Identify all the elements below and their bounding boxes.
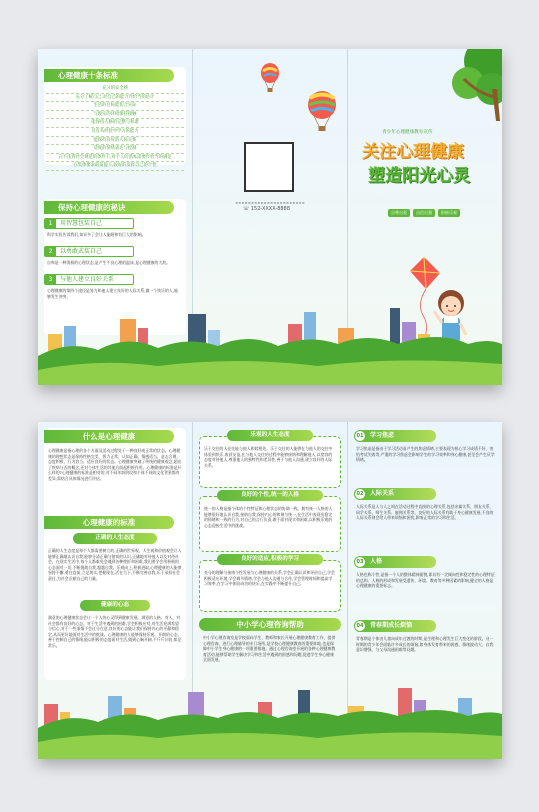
cover-title-line2: 塑造阳光心灵 — [368, 166, 470, 186]
standard-item: 生活的目标能切合实际 — [46, 102, 184, 111]
topic-number: 01 — [356, 433, 364, 439]
secret-heading — [44, 274, 134, 285]
middle-card-title: 乐观的人生态度 — [227, 430, 313, 441]
standard-item: 能保持人格的完整与和谐 — [46, 119, 184, 128]
secret-number: 3 — [45, 275, 56, 284]
secret-text: 自卑是一种消极的心理状态,是产生不良心理的温床,是心理健康的大敌。 — [47, 260, 171, 265]
topic-title: 人格 — [370, 558, 383, 565]
topic-heading — [354, 556, 436, 568]
brochure-outside — [38, 49, 502, 385]
topic-title: 学习焦虑 — [370, 432, 395, 439]
qr-code-placeholder — [244, 142, 294, 192]
secret-heading — [44, 218, 134, 229]
tree-foliage-icon — [434, 49, 502, 121]
what-text: 心理健康是指心理的各个方面及活动过程处于一种良好或正常的状态。心理健康的理想状态是保持性格完美、智力正常、认知正确、情感适当、意志合理、态度积极、行为恰当、适应良好的状态。心理健康突破了传统的健康观念,超出了疾病与否的概念,还对个体生活的其他方面起积极作用。心理健康的标准是什么样的?心理健康的标准是相对的,对不同年龄阶段和个体不同的文化背景都有差异,需结合具体情况进行评估。 — [48, 448, 182, 481]
city-skyline-grass — [38, 684, 502, 759]
topic-number: 03 — [356, 559, 364, 565]
secrets-title: 保持心理健康的秘诀 — [44, 201, 174, 214]
topic-text: 青春期是个体由儿童向成年过渡的时期,是生理和心理发生巨大变化的阶段。这一时期的青少年会面临许多成长的烦恼,如身体发育带来的困惑、情绪波动大、自我意识增强、与父母沟通困难等问题。 — [356, 636, 494, 653]
hot-air-balloon-icon — [259, 63, 281, 93]
cover-subtitle: 青少年心理健康教育宣传 — [382, 130, 433, 135]
cover-title-line1: 关注心理健康 — [362, 142, 464, 162]
standard-item: 在集体要求的前提下,较好的发挥自己的个性 — [46, 162, 184, 171]
secret-title: 用智慧包装自己 — [60, 220, 103, 227]
secret-text: 心理健康的第四个途径是努力和他人建立良好的人际关系,做一个快乐的人,能够发生冲突。 — [47, 288, 178, 299]
hot-air-balloon-icon — [306, 91, 338, 133]
topic-number: 02 — [356, 491, 364, 497]
cover-tag: 积极乐观 — [438, 209, 460, 217]
middle-card-text: 乐于交往的人往往能与他人和睦相处。乐于交往的人能够在与他人的交往中体验到快乐,收获友谊,在与他人交往的过程中能够接纳和理解他人,以宽容的态度对待他人,尊重他人的独特性和差异性,善于与他人沟通,建立良好的人际关系。 — [204, 446, 333, 468]
middle-card-text: 充分的理解与接纳个性发展与心理健康的关系,学会正确认识和评价自己,学会积极适应环境,学会调节情绪,学会与他人沟通与合作,学会管理时间和提高学习效率,在学习中体验成功的快乐,在实践中不断提升自己。 — [204, 570, 335, 587]
standard-item: 充分的安全感 — [46, 85, 184, 94]
middle-card-title: 良好的适应,积极的学习 — [217, 554, 323, 565]
contact-line: ×××××××××××××××××××××× — [235, 200, 305, 205]
contact-phone-row — [243, 206, 303, 212]
standard-subtitle: 正确的人生态度 — [73, 533, 157, 544]
secret-text: 科学实验告诉我们,知识多了会让人能耐和有巨大的影响。 — [47, 232, 146, 237]
topic-text: 学习焦虑是指由于学习活动而产生的焦虑情绪,主要表现为担心学习成绩不好、害怕考试失败等,严重的学习焦虑会影响学生的学习效率和身心健康,甚至会产生厌学情绪。 — [356, 446, 495, 463]
brochure-inside — [38, 422, 502, 759]
middle-card-title: 良好的个性,统一的人格 — [217, 490, 323, 501]
consult-title: 中小学心理咨询帮助 — [199, 618, 341, 631]
secret-number: 1 — [45, 219, 56, 228]
standard-text: 满意的心理健康状态会让一个人的心灵得到健康发展。满意的人格、对人、对社会都有良好的心态。对于生活中遇到的困难,学会积极应对,对生活充满希望与信心,对于一些事情不会过分在意,良好的心态能让我们保持内心的平静和稳定,从而更好地面对生活中的挑战。心理健康的人能够保持乐观、开朗的心态,善于控制自己的情绪,能以积极的态度面对生活,做到心胸开阔,不斤斤计较,知足常乐。 — [48, 615, 182, 648]
topic-number: 04 — [356, 623, 364, 629]
standard-text: 正确的人生态度是每个人都需要树立的,正确的世界观、人生观和价值观会让人能够正确地认识自我,能够分清正确与错误的认识,正确地对待他人以及对待社会。在现实生活中,每个人都难免会遇到各种挫折和困难,我们要学会用积极的心态面对一切,不断挑战自我,超越自我。乐观向上,积极进取,心理健康的人能够坚持不懈,勇往直前,立足现实,把握现在,活在当下,不断完善自我,乐于承担社会责任,为社会贡献自己的力量。 — [48, 548, 182, 581]
cover-tag: 自尊自爱 — [388, 209, 410, 217]
standard-item: 与现实的环境保持接触 — [46, 111, 184, 120]
phone-icon: ☏ — [243, 206, 251, 212]
standard-item: 适度的情绪表达与控制 — [46, 145, 184, 154]
topic-heading — [354, 430, 436, 442]
secret-heading — [44, 246, 134, 257]
standard-item: 在不违背社会规范的条件下,对个人的基本需要作恰当的满足 — [46, 154, 184, 163]
topic-title: 青春期成长烦恼 — [370, 622, 413, 629]
secret-title: 以勇敢武装自己 — [60, 248, 103, 255]
contact-phone: 152-XXXX-8888 — [250, 206, 290, 212]
topic-heading — [354, 488, 436, 500]
topic-text: 人际关系是人与人之间在活动过程中直接的心理关系,包括亲属关系、朋友关系、同学关系、师生关系、雇佣关系等。良好的人际关系有助于身心健康发展,不良的人际关系则会给人带来烦恼和困扰,影响正常的学习和生活。 — [356, 504, 494, 521]
topic-title: 人际关系 — [370, 490, 395, 497]
standard-title: 心理健康的标准 — [44, 516, 174, 529]
cover-tag: 自信自强 — [413, 209, 435, 217]
standard-item: 具有从经验中学习的能力 — [46, 128, 184, 137]
secret-title: 与他人建立良好关系 — [60, 276, 115, 283]
standard-subtitle: 健康的心态 — [80, 600, 150, 611]
standard-item: 能保持良好的人际关系 — [46, 137, 184, 146]
standards-list — [46, 85, 184, 171]
standards-title: 心理健康十条标准 — [44, 69, 174, 82]
cover-tags — [388, 209, 460, 217]
topic-text: 人格也称个性,是指一个人的整体精神面貌,即具有一定倾向性和稳定性的心理特征的总和。人格的形成和发展受遗传、环境、教育等多种因素的影响,健全的人格是心理健康的重要标志。 — [356, 572, 495, 589]
secret-number: 2 — [45, 247, 56, 256]
what-title: 什么是心理健康 — [44, 430, 174, 443]
standard-item: 充分了解自己,对自己的能力作恰当的估计 — [46, 94, 184, 103]
topic-heading — [354, 620, 436, 632]
consult-text: 中小学心理咨询室是学校面向学生、教师和家长开展心理健康教育工作、提供心理咨询、进行心理辅导的专门场所,是学校心理健康教育的重要阵地,也是保障中小学生身心健康的一项重要措施。通过心理咨询室开展的各种心理健康教育活动,能够帮助学生解决学习和生活中遇到的困惑和问题,促进学生身心健康全面发展。 — [203, 635, 336, 663]
city-skyline-grass — [38, 304, 502, 385]
middle-card-text: 统一的人格是指个体的个性特征和心理状态的协调一致。拥有统一人格的人能够很好地认识自我,接纳自我,保持内心的和谐与统一,在生活中表现出稳定的情绪和一致的行为,对自己的言行负责,敢于面对现实和困难,以积极乐观的心态迎接生活中的挑战。 — [204, 506, 333, 528]
